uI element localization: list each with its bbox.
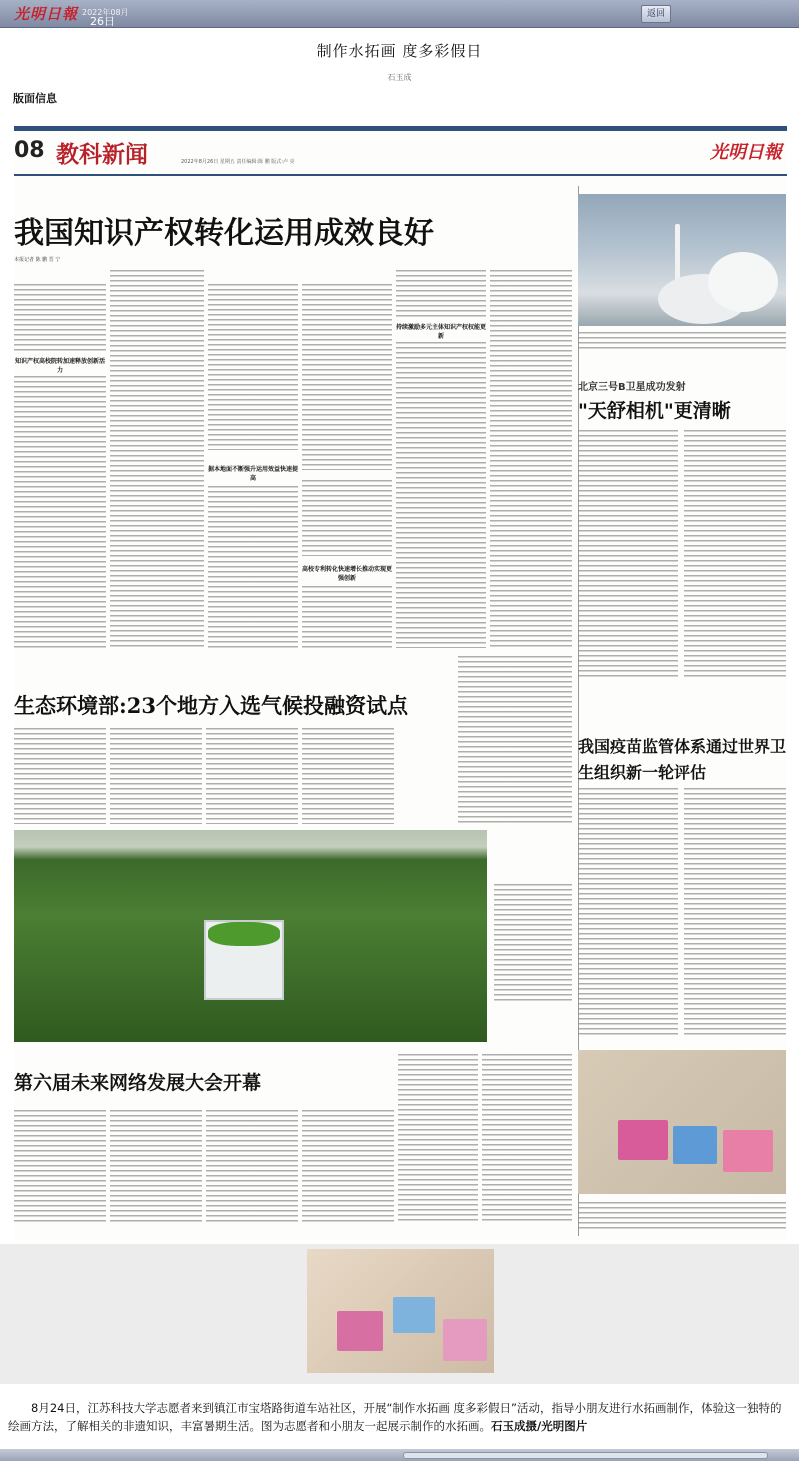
article-kicker: 北京三号B卫星成功发射 [578,382,686,393]
farm-field-photo[interactable] [14,830,487,1042]
text-column [14,728,106,824]
photo-caption [578,332,786,352]
section-title: 教科新闻 [56,141,148,168]
water-marbling-painting [443,1319,487,1361]
text-column [490,270,572,648]
caption-lines [494,884,572,1004]
article-title-network[interactable]: 第六届未来网络发展大会开幕 [14,1072,262,1094]
text-column [206,728,298,824]
water-marbling-painting [673,1126,717,1164]
vegetables [208,922,280,946]
photo-caption [578,1202,786,1230]
page-top-band [14,126,787,131]
text-column [302,480,392,556]
text-column [302,1110,394,1222]
kids-painting-photo[interactable] [578,1050,786,1194]
top-bar [0,0,799,28]
text-column [302,284,392,470]
page-number: 08 [14,138,45,163]
text-column [684,430,786,678]
water-marbling-painting [393,1297,435,1333]
issue-date: 2022年08月 [82,8,129,17]
page-masthead-logo: 光明日報 [710,142,782,163]
text-column [14,1110,106,1222]
text-column [396,342,486,648]
caption-text: 8月24日，江苏科技大学志愿者来到镇江市宝塔路街道车站社区，开展“制作水拓画 度多彩假日”活动，指导小朋友进行水拓画制作，体验这一独特的绘画方法，了解相关的非遗知识，丰富暑期生活。图为志愿者和小朋友一起展示制作的水拓画。 [8,1401,782,1433]
text-column [110,728,202,824]
sub-head: 知识产权高校院转加速释放创新活力 [14,358,105,374]
article-byline: 本报记者 陈 鹏 晋 宁 [14,257,61,263]
issue-day: 26日 [90,15,115,28]
text-column [206,1110,298,1222]
water-marbling-painting [723,1130,773,1172]
article-title-vaccine[interactable]: 我国疫苗监管体系通过世界卫生组织新一轮评估 [578,737,787,782]
water-marbling-painting [618,1120,668,1160]
field-photo-caption [494,884,572,1004]
text-column [578,430,678,678]
page-meta: 2022年8月26日 星期五 责任编辑:陈 鹏 版式:卢 亮 [181,159,295,165]
smoke-cloud [708,252,778,312]
article-author: 石玉成 [387,73,412,82]
text-column [302,586,392,648]
layout-info-link[interactable]: 版面信息 [13,92,57,105]
sub-head: 据本地面不断强升运用效益快速提高 [208,466,299,482]
photo-credit: 石玉成摄/光明图片 [491,1419,588,1433]
newspaper-page-image[interactable] [14,124,787,1240]
sub-head: 持续激励多元主体知识产权权能更新 [396,324,487,340]
water-marbling-painting [337,1311,383,1351]
article-title-climate[interactable]: 生态环境部:23个地方入选气候投融资试点 [14,693,408,718]
scrollbar-thumb[interactable] [403,1452,768,1459]
article-headline: 制作水拓画 度多彩假日 [316,42,483,60]
text-column [396,270,486,318]
text-column [302,728,394,824]
newspaper-logo[interactable]: 光明日報 [14,5,79,23]
text-column [398,1054,478,1222]
page-rule [14,174,787,176]
article-title-satellite[interactable]: "天舒相机"更清晰 [578,400,731,422]
text-column [458,656,572,824]
text-column [110,1110,202,1222]
text-column [14,284,106,352]
text-column [578,788,678,1036]
text-column [482,1054,572,1222]
text-column [110,270,204,648]
article-title-ip[interactable]: 我国知识产权转化运用成效良好 [14,216,434,251]
text-column [14,376,106,648]
sub-head: 高校专利转化快速增长推动实现更强创新 [302,566,393,582]
featured-photo[interactable] [307,1249,494,1373]
text-column [208,284,298,450]
article-body [8,1399,791,1435]
text-column [684,788,786,1036]
text-column [208,486,298,648]
back-button[interactable]: 返回 [641,5,671,23]
rocket-launch-photo[interactable] [578,194,786,326]
